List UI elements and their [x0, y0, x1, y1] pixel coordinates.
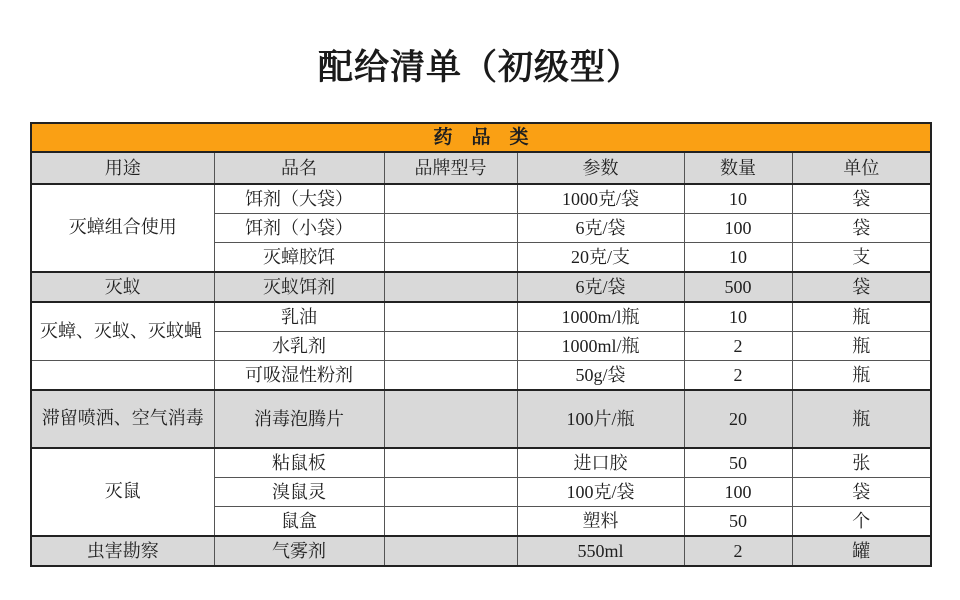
col-header-brand: 品牌型号 — [384, 152, 517, 184]
cell-brand — [384, 332, 517, 361]
cell-brand — [384, 478, 517, 507]
cell-unit: 瓶 — [792, 361, 931, 391]
cell-name: 灭蚁饵剂 — [214, 272, 384, 302]
cell-qty: 2 — [684, 536, 792, 566]
cell-brand — [384, 214, 517, 243]
cell-usage: 灭蟑、灭蚁、灭蚊蝇 — [31, 302, 214, 361]
page-title: 配给清单（初级型） — [317, 48, 642, 87]
cell-param: 1000ml/瓶 — [517, 332, 684, 361]
table-row — [31, 536, 931, 566]
cell-qty: 10 — [684, 302, 792, 332]
cell-qty: 50 — [684, 507, 792, 537]
cell-unit: 罐 — [792, 536, 931, 566]
cell-param: 20克/支 — [517, 243, 684, 273]
cell-unit: 瓶 — [792, 332, 931, 361]
cell-qty: 500 — [684, 272, 792, 302]
cell-qty: 10 — [684, 184, 792, 214]
cell-name: 鼠盒 — [214, 507, 384, 537]
table-row — [31, 390, 931, 448]
cell-usage: 滞留喷洒、空气消毒 — [31, 390, 214, 448]
cell-usage: 虫害勘察 — [31, 536, 214, 566]
cell-qty: 100 — [684, 478, 792, 507]
cell-qty: 2 — [684, 361, 792, 391]
cell-qty: 10 — [684, 243, 792, 273]
cell-param: 6克/袋 — [517, 214, 684, 243]
cell-qty: 100 — [684, 214, 792, 243]
cell-brand — [384, 361, 517, 391]
col-header-name: 品名 — [214, 152, 384, 184]
cell-unit: 个 — [792, 507, 931, 537]
cell-unit: 张 — [792, 448, 931, 478]
cell-param: 1000克/袋 — [517, 184, 684, 214]
cell-unit: 袋 — [792, 478, 931, 507]
table-row — [31, 272, 931, 302]
cell-brand — [384, 507, 517, 537]
col-header-unit: 单位 — [792, 152, 931, 184]
cell-usage — [31, 361, 214, 391]
cell-name: 粘鼠板 — [214, 448, 384, 478]
cell-brand — [384, 302, 517, 332]
cell-unit: 瓶 — [792, 390, 931, 448]
cell-name: 可吸湿性粉剂 — [214, 361, 384, 391]
col-header-qty: 数量 — [684, 152, 792, 184]
cell-qty: 20 — [684, 390, 792, 448]
cell-name: 溴鼠灵 — [214, 478, 384, 507]
cell-unit: 袋 — [792, 184, 931, 214]
col-header-param: 参数 — [517, 152, 684, 184]
cell-brand — [384, 272, 517, 302]
cell-name: 灭蟑胶饵 — [214, 243, 384, 273]
cell-name: 饵剂（小袋） — [214, 214, 384, 243]
cell-name: 乳油 — [214, 302, 384, 332]
cell-param: 塑料 — [517, 507, 684, 537]
cell-param: 50g/袋 — [517, 361, 684, 391]
col-header-usage: 用途 — [31, 152, 214, 184]
column-header-row — [31, 152, 931, 184]
cell-usage: 灭鼠 — [31, 448, 214, 536]
cell-brand — [384, 243, 517, 273]
cell-param: 6克/袋 — [517, 272, 684, 302]
cell-unit: 支 — [792, 243, 931, 273]
cell-name: 水乳剂 — [214, 332, 384, 361]
cell-param: 100克/袋 — [517, 478, 684, 507]
table-row — [31, 448, 931, 478]
cell-unit: 袋 — [792, 214, 931, 243]
cell-param: 550ml — [517, 536, 684, 566]
cell-unit: 袋 — [792, 272, 931, 302]
cell-unit: 瓶 — [792, 302, 931, 332]
cell-usage: 灭蚁 — [31, 272, 214, 302]
cell-usage: 灭蟑组合使用 — [31, 184, 214, 272]
ration-table — [30, 122, 932, 567]
cell-param: 1000m/l瓶 — [517, 302, 684, 332]
cell-qty: 50 — [684, 448, 792, 478]
table-row — [31, 302, 931, 332]
category-header-row — [31, 123, 931, 152]
cell-name: 饵剂（大袋） — [214, 184, 384, 214]
cell-param: 100片/瓶 — [517, 390, 684, 448]
cell-brand — [384, 448, 517, 478]
table-row — [31, 184, 931, 214]
category-header: 药 品 类 — [31, 123, 931, 152]
cell-brand — [384, 536, 517, 566]
table-row — [31, 361, 931, 391]
cell-name: 气雾剂 — [214, 536, 384, 566]
cell-param: 进口胶 — [517, 448, 684, 478]
cell-brand — [384, 184, 517, 214]
cell-brand — [384, 390, 517, 448]
cell-qty: 2 — [684, 332, 792, 361]
cell-name: 消毒泡腾片 — [214, 390, 384, 448]
